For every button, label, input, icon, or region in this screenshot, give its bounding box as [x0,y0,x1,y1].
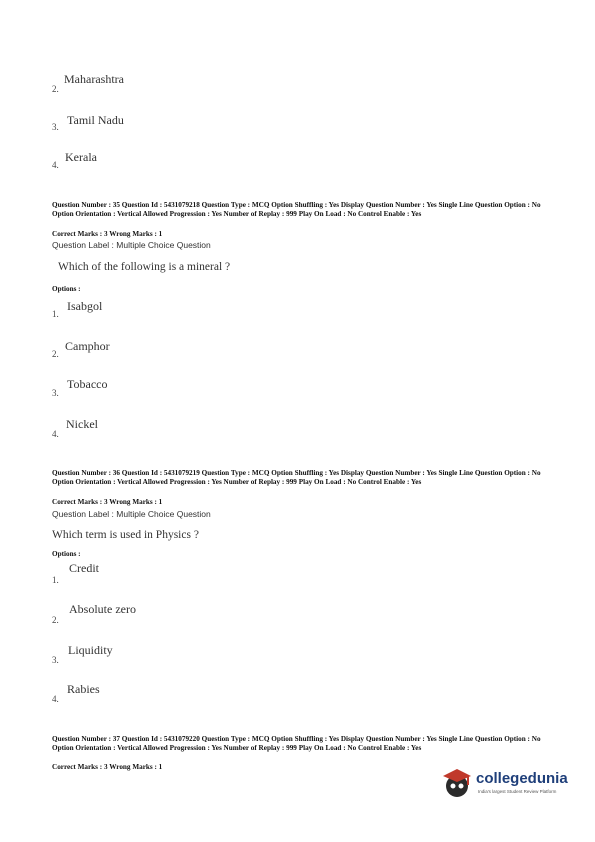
question-35-text: Which of the following is a mineral ? [58,261,231,273]
question-35-meta: Question Number : 35 Question Id : 5431079218 Question Type : MCQ Option Shuffling : Yes Display Question Number : Yes Single Line Question Option : No Option Orientation : Vertical Allowed Progression : Yes Number of Replay : 999 Play On Load : No Control Enable : Yes [52,201,541,218]
option-number: 2. [52,615,59,625]
logo-wordmark: collegedunia [476,770,568,787]
question-36-marks: Correct Marks : 3 Wrong Marks : 1 [52,498,163,506]
option-number: 3. [52,655,59,665]
question-37-marks: Correct Marks : 3 Wrong Marks : 1 [52,763,163,771]
question-36-options-label: Options : [52,550,81,558]
option-number: 1. [52,309,59,319]
option-number: 4. [52,429,59,439]
option-text: Kerala [65,150,97,164]
question-36-label: Question Label : Multiple Choice Question [52,509,211,519]
question-35-label: Question Label : Multiple Choice Question [52,240,211,250]
option-text: Tamil Nadu [67,113,124,127]
option-number: 3. [52,388,59,398]
question-35-options-label: Options : [52,285,81,293]
collegedunia-logo [440,764,580,804]
option-text: Absolute zero [69,602,136,616]
graduation-cap-icon [440,766,474,800]
option-number: 4. [52,694,59,704]
logo-tagline: India's largest Student Review Platform [478,789,557,794]
option-text: Credit [69,561,99,575]
option-number: 2. [52,349,59,359]
option-text: Liquidity [68,643,113,657]
option-number: 4. [52,160,59,170]
option-text: Isabgol [67,299,103,313]
option-text: Maharashtra [64,72,124,86]
question-36-text: Which term is used in Physics ? [52,529,199,541]
question-37-meta: Question Number : 37 Question Id : 5431079220 Question Type : MCQ Option Shuffling : Yes Display Question Number : Yes Single Line Question Option : No Option Orientation : Vertical Allowed Progression : Yes Number of Replay : 999 Play On Load : No Control Enable : Yes [52,735,541,752]
option-number: 2. [52,84,59,94]
option-text: Nickel [66,417,98,431]
option-text: Rabies [67,682,100,696]
option-number: 1. [52,575,59,585]
option-number: 3. [52,122,59,132]
question-35-marks: Correct Marks : 3 Wrong Marks : 1 [52,230,163,238]
option-text: Tobacco [67,377,108,391]
option-text: Camphor [65,339,110,353]
question-36-meta: Question Number : 36 Question Id : 5431079219 Question Type : MCQ Option Shuffling : Yes Display Question Number : Yes Single Line Question Option : No Option Orientation : Vertical Allowed Progression : Yes Number of Replay : 999 Play On Load : No Control Enable : Yes [52,469,541,486]
